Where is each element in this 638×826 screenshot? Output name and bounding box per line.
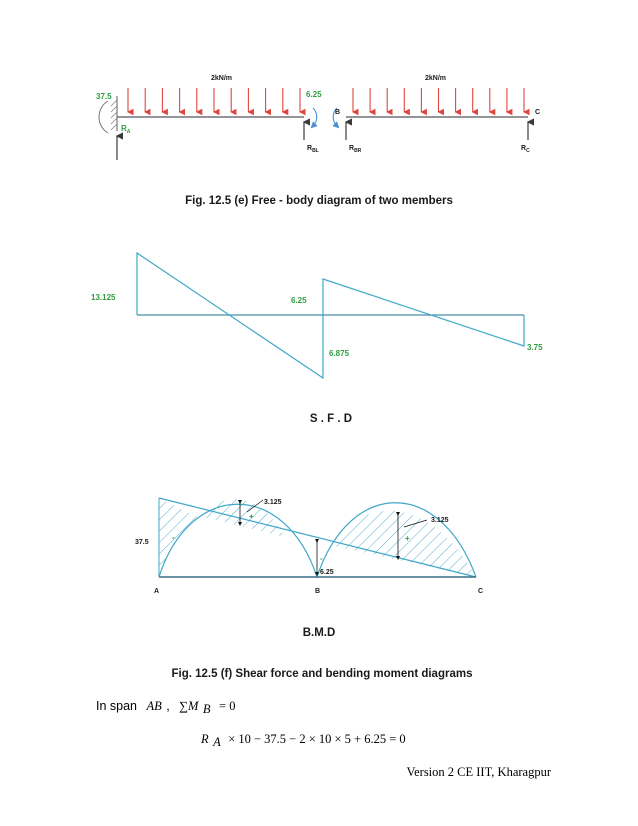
bmd-sign-bc: +	[405, 534, 410, 543]
bmd-caption: Fig. 12.5 (f) Shear force and bending moment diagrams	[171, 668, 473, 680]
bmd-label-ab-mid: 3.125	[264, 499, 282, 506]
bmd-label-bc-mid: 3.125	[431, 517, 449, 524]
page-footer: Version 2 CE IIT, Kharagpur	[406, 765, 551, 779]
bmd-sign-ab: +	[249, 512, 254, 521]
bmd-label-a: 37.5	[135, 539, 149, 546]
load-label-left: 2kN/m	[211, 75, 233, 82]
shear-force-diagram	[91, 253, 543, 425]
distributed-load-ab	[128, 88, 300, 112]
bending-moment-diagram	[135, 498, 483, 680]
sfd-value-b-right: 6.25	[291, 296, 307, 305]
reaction-label-a: $R_A$	[121, 124, 131, 135]
bmd-sign-a: -	[172, 533, 175, 542]
point-label-b: B	[335, 109, 341, 116]
span-line: In span AB , ∑M B = 0	[96, 699, 236, 716]
reaction-label-br: $R_{BR}$	[349, 145, 362, 154]
moment-arrow-bl	[313, 108, 317, 126]
load-label-right: 2kN/m	[425, 75, 447, 82]
sfd-value-a: 13.125	[91, 293, 116, 302]
reaction-label-bl: $R_{BL}$	[307, 145, 319, 154]
sfd-value-b-left: 6.875	[329, 349, 350, 358]
fbd-caption: Fig. 12.5 (e) Free - body diagram of two members	[185, 195, 453, 207]
distributed-load-bc	[353, 88, 524, 112]
free-body-diagram	[96, 75, 540, 207]
sfd-title: S . F . D	[309, 413, 353, 425]
bmd-label-b: 6.25	[320, 569, 334, 576]
equation-line: R A × 10 − 37.5 − 2 × 10 × 5 + 6.25 = 0	[201, 732, 406, 749]
body-text	[96, 697, 552, 779]
bmd-point-c: C	[478, 588, 484, 595]
point-label-c: C	[535, 109, 541, 116]
reaction-label-c: $R_C$	[521, 145, 530, 154]
sfd-value-c: 3.75	[527, 343, 543, 352]
bmd-sign-b: -	[320, 554, 323, 563]
fixed-support-a	[111, 96, 117, 131]
bmd-point-a: A	[154, 588, 160, 595]
bmd-title: B.M.D	[302, 627, 336, 639]
bmd-point-b: B	[315, 588, 321, 595]
moment-label-a: 37.5	[96, 92, 112, 101]
moment-arc-a	[99, 101, 108, 133]
moment-label-b: 6.25	[306, 90, 322, 99]
